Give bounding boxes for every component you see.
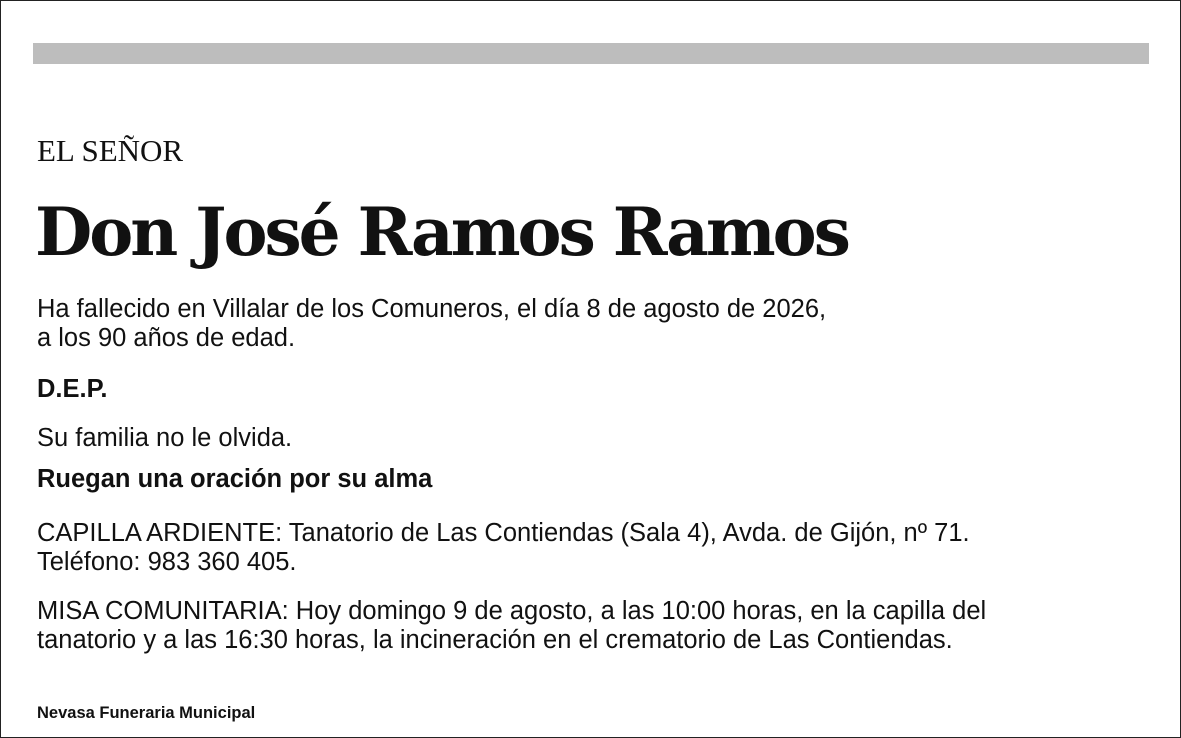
chapel-line-1: CAPILLA ARDIENTE: Tanatorio de Las Contiendas (Sala 4), Avda. de Gijón, nº 71. (37, 519, 970, 547)
death-announcement (37, 295, 826, 353)
family-text: Su familia no le olvida. (37, 424, 293, 452)
chapel-line-2: Teléfono: 983 360 405. (37, 548, 297, 576)
mass-line-1: MISA COMUNITARIA: Hoy domingo 9 de agosto, a las 10:00 horas, en la capilla del (37, 597, 987, 625)
deceased-name: Don José Ramos Ramos (35, 193, 848, 271)
mass-info (37, 597, 986, 655)
prayer-text: Ruegan una oración por su alma (37, 465, 433, 493)
dep-text: D.E.P. (37, 375, 108, 403)
funeral-home: Nevasa Funeraria Municipal (37, 704, 256, 722)
death-line-1: Ha fallecido en Villalar de los Comuneros, el día 8 de agosto de 2026, (37, 295, 827, 323)
mass-line-2: tanatorio y a las 16:30 horas, la incineración en el crematorio de Las Contiendas. (37, 626, 953, 654)
header-bar (33, 43, 1149, 64)
salutation: EL SEÑOR (37, 133, 184, 168)
chapel-info (37, 519, 970, 577)
death-line-2: a los 90 años de edad. (37, 324, 296, 352)
